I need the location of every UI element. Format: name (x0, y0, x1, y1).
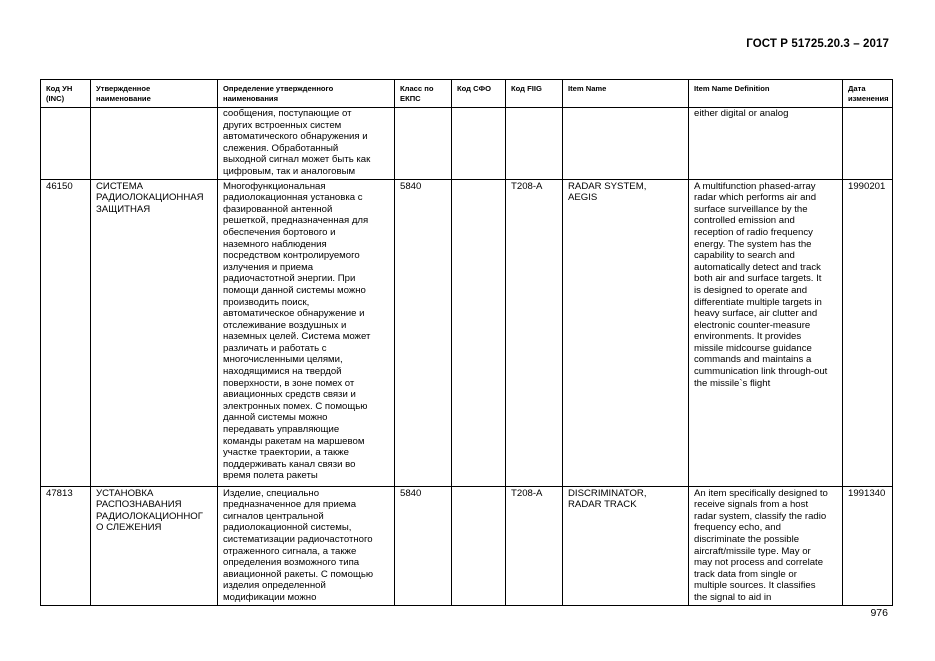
cell-name-ru: СИСТЕМА РАДИОЛОКАЦИОННАЯ ЗАЩИТНАЯ (91, 179, 218, 486)
cell-sfo (452, 108, 506, 180)
page-number: 976 (870, 607, 888, 619)
cell-sfo (452, 179, 506, 486)
cell-inc: 46150 (41, 179, 91, 486)
header-date: Дата изменения (843, 80, 893, 108)
cell-sfo (452, 486, 506, 605)
cell-date: 1990201 (843, 179, 893, 486)
cell-definition-ru: Изделие, специально предназначенное для приема сигналов центральной радиолокационной системы, систематизации радиочастотного отраженного сигнала, а также определения возможного типа авиационной ракеты. С помощью изделия определенной модификации можно (218, 486, 395, 605)
header-item-definition: Item Name Definition (689, 80, 843, 108)
table-row (41, 486, 893, 605)
cell-date: 1991340 (843, 486, 893, 605)
cell-item-name: RADAR SYSTEM, AEGIS (563, 179, 689, 486)
cell-item-definition: either digital or analog (689, 108, 843, 180)
cell-item-name (563, 108, 689, 180)
cell-definition-ru: сообщения, поступающие от других встроенных систем автоматического обнаружения и слежения. Обработанный выходной сигнал может быть как цифровым, так и аналоговым (218, 108, 395, 180)
header-fiig: Код FIIG (506, 80, 563, 108)
catalog-table (40, 79, 893, 606)
cell-date (843, 108, 893, 180)
cell-inc: 47813 (41, 486, 91, 605)
header-ekps: Класс по ЕКПС (395, 80, 452, 108)
header-definition-ru: Определение утвержденного наименования (218, 80, 395, 108)
cell-fiig: T208-A (506, 486, 563, 605)
cell-ekps: 5840 (395, 486, 452, 605)
header-item-name: Item Name (563, 80, 689, 108)
cell-ekps: 5840 (395, 179, 452, 486)
cell-inc (41, 108, 91, 180)
table-row (41, 108, 893, 180)
header-inc: Код УН (INC) (41, 80, 91, 108)
cell-ekps (395, 108, 452, 180)
table-row (41, 179, 893, 486)
cell-fiig (506, 108, 563, 180)
table-header-row (41, 80, 893, 108)
document-title: ГОСТ Р 51725.20.3 – 2017 (746, 38, 889, 50)
cell-name-ru: УСТАНОВКА РАСПОЗНАВАНИЯ РАДИОЛОКАЦИОННОГ О СЛЕЖЕНИЯ (91, 486, 218, 605)
cell-item-name: DISCRIMINATOR, RADAR TRACK (563, 486, 689, 605)
cell-item-definition: A multifunction phased-array radar which performs air and surface surveillance by the controlled emission and reception of radio frequency energy. The system has the capability to search and automatically detect and track both air and surface targets. It is designed to operate and differentiate multiple targets in heavy surface, air clutter and electronic counter-measure environments. It provides missile midcourse guidance commands and maintains a cummunication link through-out the missile`s flight (689, 179, 843, 486)
header-name-ru: Утвержденное наименование (91, 80, 218, 108)
cell-name-ru (91, 108, 218, 180)
cell-item-definition: An item specifically designed to receive signals from a host radar system, classify the radio frequency echo, and discriminate the possible aircraft/missile type. May or may not process and correlate track data from single or multiple sources. It classifies the signal to aid in (689, 486, 843, 605)
header-sfo: Код СФО (452, 80, 506, 108)
cell-fiig: T208-A (506, 179, 563, 486)
cell-definition-ru: Многофункциональная радиолокационная установка с фазированной антенной решеткой, предназначенная для обеспечения бортового и наземного наблюдения посредством контролируемого излучения и приема радиочастотной энергии. При помощи данной системы можно производить поиск, автоматическое обнаружение и отслеживание воздушных и наземных целей. Система может различать и работать с многочисленными целями, находящимися на твердой поверхности, в зоне помех от авиационных средств связи и электронных помех. С помощью данной системы можно передавать управляющие команды ракетам на маршевом участке траектории, а также поддерживать канал связи во время полета ракеты (218, 179, 395, 486)
